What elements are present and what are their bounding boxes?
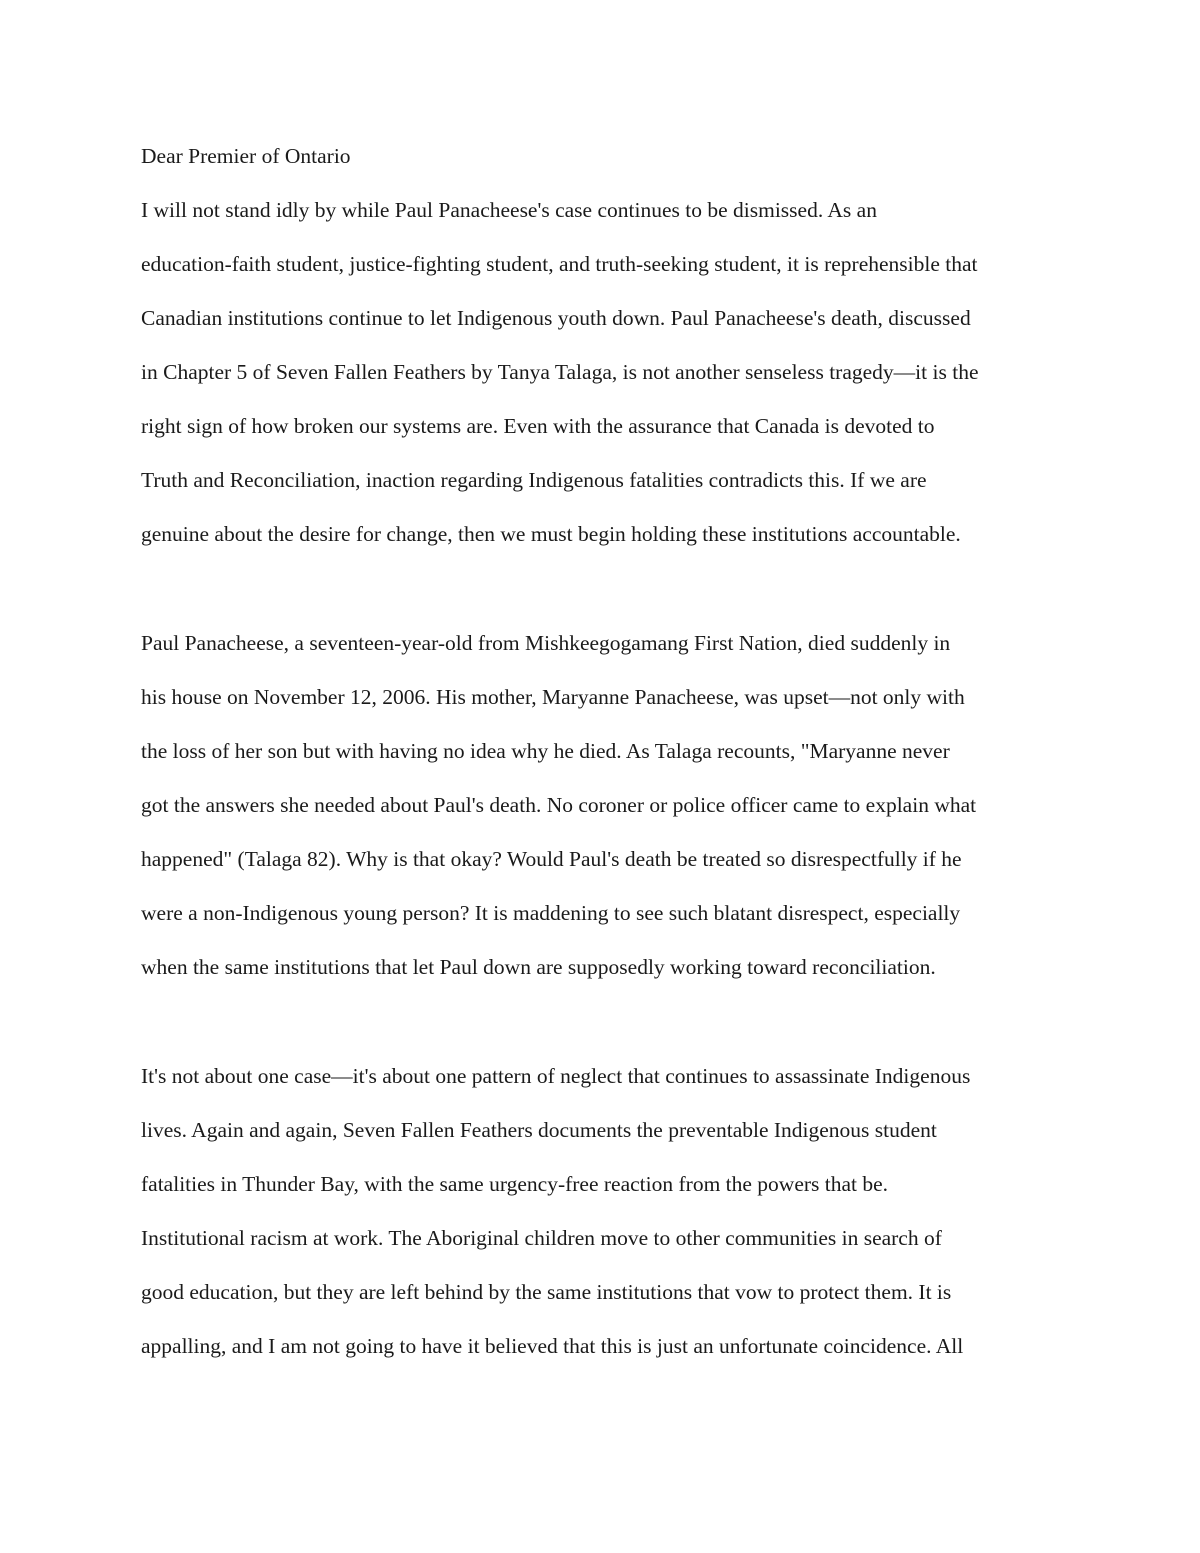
paragraph-line: good education, but they are left behind by the same institutions that vow to protect them. It is [141,1280,952,1304]
paragraph-line: right sign of how broken our systems are. Even with the assurance that Canada is devoted to [141,414,935,438]
paragraph-line: I will not stand idly by while Paul Panacheese's case continues to be dismissed. As an [141,198,877,222]
paragraph-line: fatalities in Thunder Bay, with the same urgency-free reaction from the powers that be. [141,1172,889,1196]
paragraph-line: were a non-Indigenous young person? It is maddening to see such blatant disrespect, especially [141,901,961,925]
paragraph-line: his house on November 12, 2006. His mother, Maryanne Panacheese, was upset—not only with [141,685,965,709]
paragraph-line: when the same institutions that let Paul down are supposedly working toward reconciliation. [141,955,936,979]
paragraph-line: It's not about one case—it's about one pattern of neglect that continues to assassinate Indigenous [141,1064,971,1088]
paragraph-line: in Chapter 5 of Seven Fallen Feathers by Tanya Talaga, is not another senseless tragedy—it is the [141,360,979,384]
paragraph-line: lives. Again and again, Seven Fallen Feathers documents the preventable Indigenous student [141,1118,937,1142]
salutation: Dear Premier of Ontario [141,144,351,168]
paragraph-line: appalling, and I am not going to have it believed that this is just an unfortunate coincidence. All [141,1334,964,1358]
paragraph-line: happened" (Talaga 82). Why is that okay? Would Paul's death be treated so disrespectfully if he [141,847,962,871]
paragraph-line: the loss of her son but with having no idea why he died. As Talaga recounts, "Maryanne never [141,739,950,763]
paragraph-line: education-faith student, justice-fighting student, and truth-seeking student, it is reprehensible that [141,252,978,276]
paragraph-line: Paul Panacheese, a seventeen-year-old from Mishkeegogamang First Nation, died suddenly in [141,631,951,655]
paragraph-line: got the answers she needed about Paul's death. No coroner or police officer came to explain what [141,793,977,817]
paragraph-line: Institutional racism at work. The Aboriginal children move to other communities in search of [141,1226,942,1250]
paragraph-line: genuine about the desire for change, then we must begin holding these institutions accountable. [141,522,961,546]
paragraph-line: Canadian institutions continue to let Indigenous youth down. Paul Panacheese's death, discussed [141,306,971,330]
paragraph-line: Truth and Reconciliation, inaction regarding Indigenous fatalities contradicts this. If we are [141,468,927,492]
